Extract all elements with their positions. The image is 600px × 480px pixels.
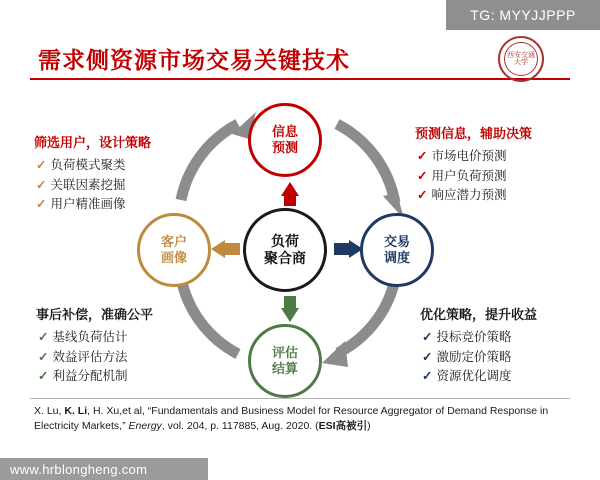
block-bottom-right-heading: 优化策略，提升收益 [420, 307, 538, 322]
check-icon: ✓ [422, 349, 433, 364]
list-item-label: 用户负荷预测 [431, 168, 507, 183]
check-icon: ✓ [36, 177, 47, 192]
node-info-forecast-line1: 信息 [271, 123, 298, 139]
list-item-label: 市场电价预测 [431, 149, 507, 164]
block-bottom-left-list [36, 328, 153, 386]
list-item-label: 效益评估方法 [52, 349, 128, 364]
block-top-right-list [415, 147, 532, 205]
node-customer-profile-line1: 客户 [160, 233, 187, 249]
node-evaluate-settle-line1: 评估 [271, 344, 298, 360]
list-item [34, 176, 151, 195]
citation-esi-badge: ESI高被引 [318, 420, 368, 433]
check-icon: ✓ [36, 196, 47, 211]
check-icon: ✓ [417, 187, 428, 202]
list-item [36, 348, 153, 367]
node-info-forecast-line2: 预测 [271, 140, 298, 155]
list-item-label: 基线负荷估计 [52, 330, 128, 345]
list-item [415, 147, 532, 166]
citation-part4: ) [367, 420, 371, 433]
hub-arrow-left-icon [211, 240, 225, 258]
check-icon: ✓ [38, 330, 49, 345]
list-item-label: 响应潜力预测 [431, 187, 507, 202]
list-item [420, 328, 537, 347]
list-item-label: 资源优化调度 [436, 368, 512, 383]
hub-arrow-left-stem [224, 243, 240, 255]
node-trade-dispatch-line2: 调度 [383, 250, 410, 265]
list-item-label: 负荷模式聚类 [50, 158, 126, 173]
node-trade-dispatch [360, 213, 434, 287]
block-top-right [415, 124, 532, 205]
arc-trade-to-evaluate-head [322, 341, 348, 367]
citation-part2: , H. Xu,et al, “Fundamentals and Business Model for Resource Aggregator of Demand Response in Electricity Markets,” [34, 405, 549, 433]
block-bottom-right-list [420, 328, 537, 386]
hub-arrow-up-icon [281, 182, 299, 196]
node-customer-profile-line2: 画像 [160, 250, 187, 265]
node-customer-profile [137, 213, 211, 287]
list-item [415, 167, 532, 186]
node-load-aggregator-line2: 聚合商 [264, 250, 306, 266]
node-load-aggregator-line1: 负荷 [271, 232, 299, 249]
arc-trade-to-evaluate [338, 275, 396, 353]
hub-arrow-down-icon [281, 308, 299, 322]
block-top-right-heading: 预测信息，辅助决策 [415, 126, 533, 141]
check-icon: ✓ [36, 158, 47, 173]
arc-info-to-trade [337, 124, 395, 203]
node-evaluate-settle-line2: 结算 [271, 361, 298, 376]
check-icon: ✓ [38, 368, 49, 383]
tg-tag-badge: TG: MYYJJPPP [446, 0, 600, 30]
block-top-left-heading: 筛选用户，设计策略 [34, 135, 152, 150]
list-item-label: 关联因素挖掘 [50, 177, 126, 192]
list-item-label: 激励定价策略 [436, 349, 512, 364]
arc-evaluate-to-customer [181, 278, 238, 354]
citation-divider [30, 398, 570, 399]
check-icon: ✓ [38, 349, 49, 364]
check-icon: ✓ [422, 330, 433, 345]
list-item-label: 投标竞价策略 [436, 330, 512, 345]
citation-part1: X. Lu, [34, 405, 65, 417]
node-load-aggregator [243, 208, 327, 292]
check-icon: ✓ [417, 149, 428, 164]
citation-part3: , vol. 204, p. 117885, Aug. 2020. ( [161, 420, 319, 433]
list-item [36, 328, 153, 347]
block-bottom-left [36, 305, 153, 386]
node-info-forecast [248, 103, 322, 177]
list-item-label: 用户精准画像 [50, 196, 126, 211]
list-item [415, 186, 532, 205]
watermark-bar: www.hrblongheng.com [0, 458, 208, 480]
list-item [34, 195, 151, 214]
block-bottom-left-heading: 事后补偿，准确公平 [36, 307, 154, 322]
check-icon: ✓ [417, 168, 428, 183]
list-item [36, 367, 153, 386]
list-item-label: 利益分配机制 [52, 368, 128, 383]
block-top-left [34, 133, 151, 214]
list-item [420, 348, 537, 367]
hub-arrow-right-stem [334, 243, 350, 255]
node-trade-dispatch-line1: 交易 [383, 233, 410, 249]
university-seal-inner: 西安交通大学 [504, 42, 538, 76]
node-evaluate-settle [248, 324, 322, 398]
citation-journal: Energy [128, 420, 162, 433]
check-icon: ✓ [422, 368, 433, 383]
list-item [34, 156, 151, 175]
citation-text [34, 404, 564, 434]
arc-customer-to-info [181, 124, 238, 200]
list-item [420, 367, 537, 386]
block-top-left-list [34, 156, 151, 214]
citation-author-highlight: K. Li [64, 405, 88, 417]
block-bottom-right [420, 305, 537, 386]
page-title: 需求侧资源市场交易关键技术 [38, 47, 350, 73]
